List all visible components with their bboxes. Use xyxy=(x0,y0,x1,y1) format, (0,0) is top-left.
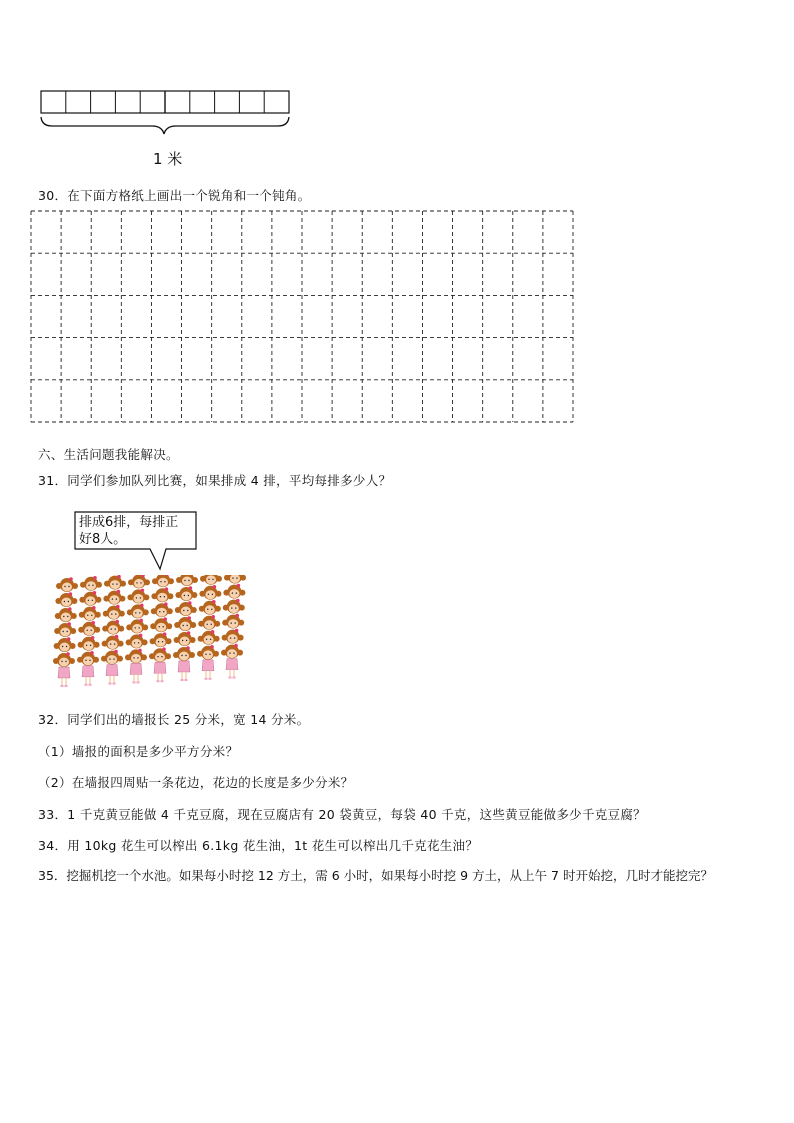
section-6-title: 六、生活问题我能解决。 xyxy=(38,447,179,462)
child-figure-icon xyxy=(54,637,76,652)
child-figure-icon xyxy=(103,590,125,605)
child-figure-icon xyxy=(200,575,222,585)
child-figure-icon xyxy=(55,607,77,622)
question-32-sub-2: （2）在墙报四周贴一条花边，花边的长度是多少分米？ xyxy=(38,775,354,790)
child-figure-icon xyxy=(176,575,198,586)
child-figure-icon xyxy=(175,601,197,616)
child-figure-icon xyxy=(127,604,149,619)
child-figure-icon xyxy=(151,602,173,617)
child-figure-icon xyxy=(101,650,123,685)
children-illustration xyxy=(50,575,260,693)
ruler-strip xyxy=(40,90,292,140)
child-figure-icon xyxy=(174,616,196,631)
child-figure-icon xyxy=(103,605,125,620)
child-figure-icon xyxy=(54,622,76,637)
ruler-label: 1 米 xyxy=(153,150,183,168)
child-figure-icon xyxy=(102,635,124,650)
child-figure-icon xyxy=(53,652,75,687)
child-figure-icon xyxy=(125,649,147,684)
bubble-line-2: 好8人。 xyxy=(79,532,127,547)
child-figure-icon xyxy=(221,644,243,679)
brace-icon xyxy=(41,117,289,134)
child-figure-icon xyxy=(199,600,221,615)
ruler-figure xyxy=(40,90,292,170)
question-30: 30．在下面方格纸上画出一个锐角和一个钝角。 xyxy=(38,188,311,203)
child-figure-icon xyxy=(199,585,221,600)
child-figure-icon xyxy=(223,584,245,599)
child-figure-icon xyxy=(55,592,77,607)
question-32-sub-1: （1）墙报的面积是多少平方分米？ xyxy=(38,744,239,759)
child-figure-icon xyxy=(150,632,172,647)
child-figure-icon xyxy=(102,620,124,635)
child-figure-icon xyxy=(126,634,148,649)
question-31: 31．同学们参加队列比赛，如果排成 4 排，平均每排多少人？ xyxy=(38,473,392,488)
question-32: 32．同学们出的墙报长 25 分米，宽 14 分米。 xyxy=(38,712,310,727)
dashed-grid xyxy=(30,210,576,426)
child-figure-icon xyxy=(222,614,244,629)
child-figure-icon xyxy=(126,619,148,634)
child-figure-icon xyxy=(79,606,101,621)
child-figure-icon xyxy=(80,576,102,591)
child-figure-icon xyxy=(223,599,245,614)
child-figure-icon xyxy=(127,589,149,604)
speech-bubble xyxy=(74,511,198,571)
child-figure-icon xyxy=(56,577,78,592)
child-figure-icon xyxy=(128,575,150,588)
question-33: 33．1 千克黄豆能做 4 千克豆腐，现在豆腐店有 20 袋黄豆，每袋 40 千克，这些黄豆能做多少千克豆腐？ xyxy=(38,807,646,822)
child-figure-icon xyxy=(222,629,244,644)
child-figure-icon xyxy=(174,631,196,646)
child-figure-icon xyxy=(173,646,195,681)
child-figure-icon xyxy=(79,591,101,606)
child-figure-icon xyxy=(198,630,220,645)
bubble-line-1: 排成6排，每排正 xyxy=(79,515,179,530)
child-figure-icon xyxy=(77,651,99,686)
child-figure-icon xyxy=(149,647,171,682)
child-figure-icon xyxy=(78,636,100,651)
question-34: 34．用 10kg 花生可以榨出 6.1kg 花生油，1t 花生可以榨出几千克花生油？ xyxy=(38,838,479,853)
child-figure-icon xyxy=(152,575,174,587)
child-figure-icon xyxy=(150,617,172,632)
child-figure-icon xyxy=(197,645,219,680)
child-figure-icon xyxy=(224,575,246,584)
question-35: 35．挖掘机挖一个水池。如果每小时挖 12 方土，需 6 小时，如果每小时挖 9 方土，从上午 7 时开始挖，几时才能挖完？ xyxy=(38,868,713,883)
child-figure-icon xyxy=(175,586,197,601)
child-figure-icon xyxy=(104,575,126,590)
child-figure-icon xyxy=(198,615,220,630)
child-figure-icon xyxy=(151,587,173,602)
child-figure-icon xyxy=(78,621,100,636)
